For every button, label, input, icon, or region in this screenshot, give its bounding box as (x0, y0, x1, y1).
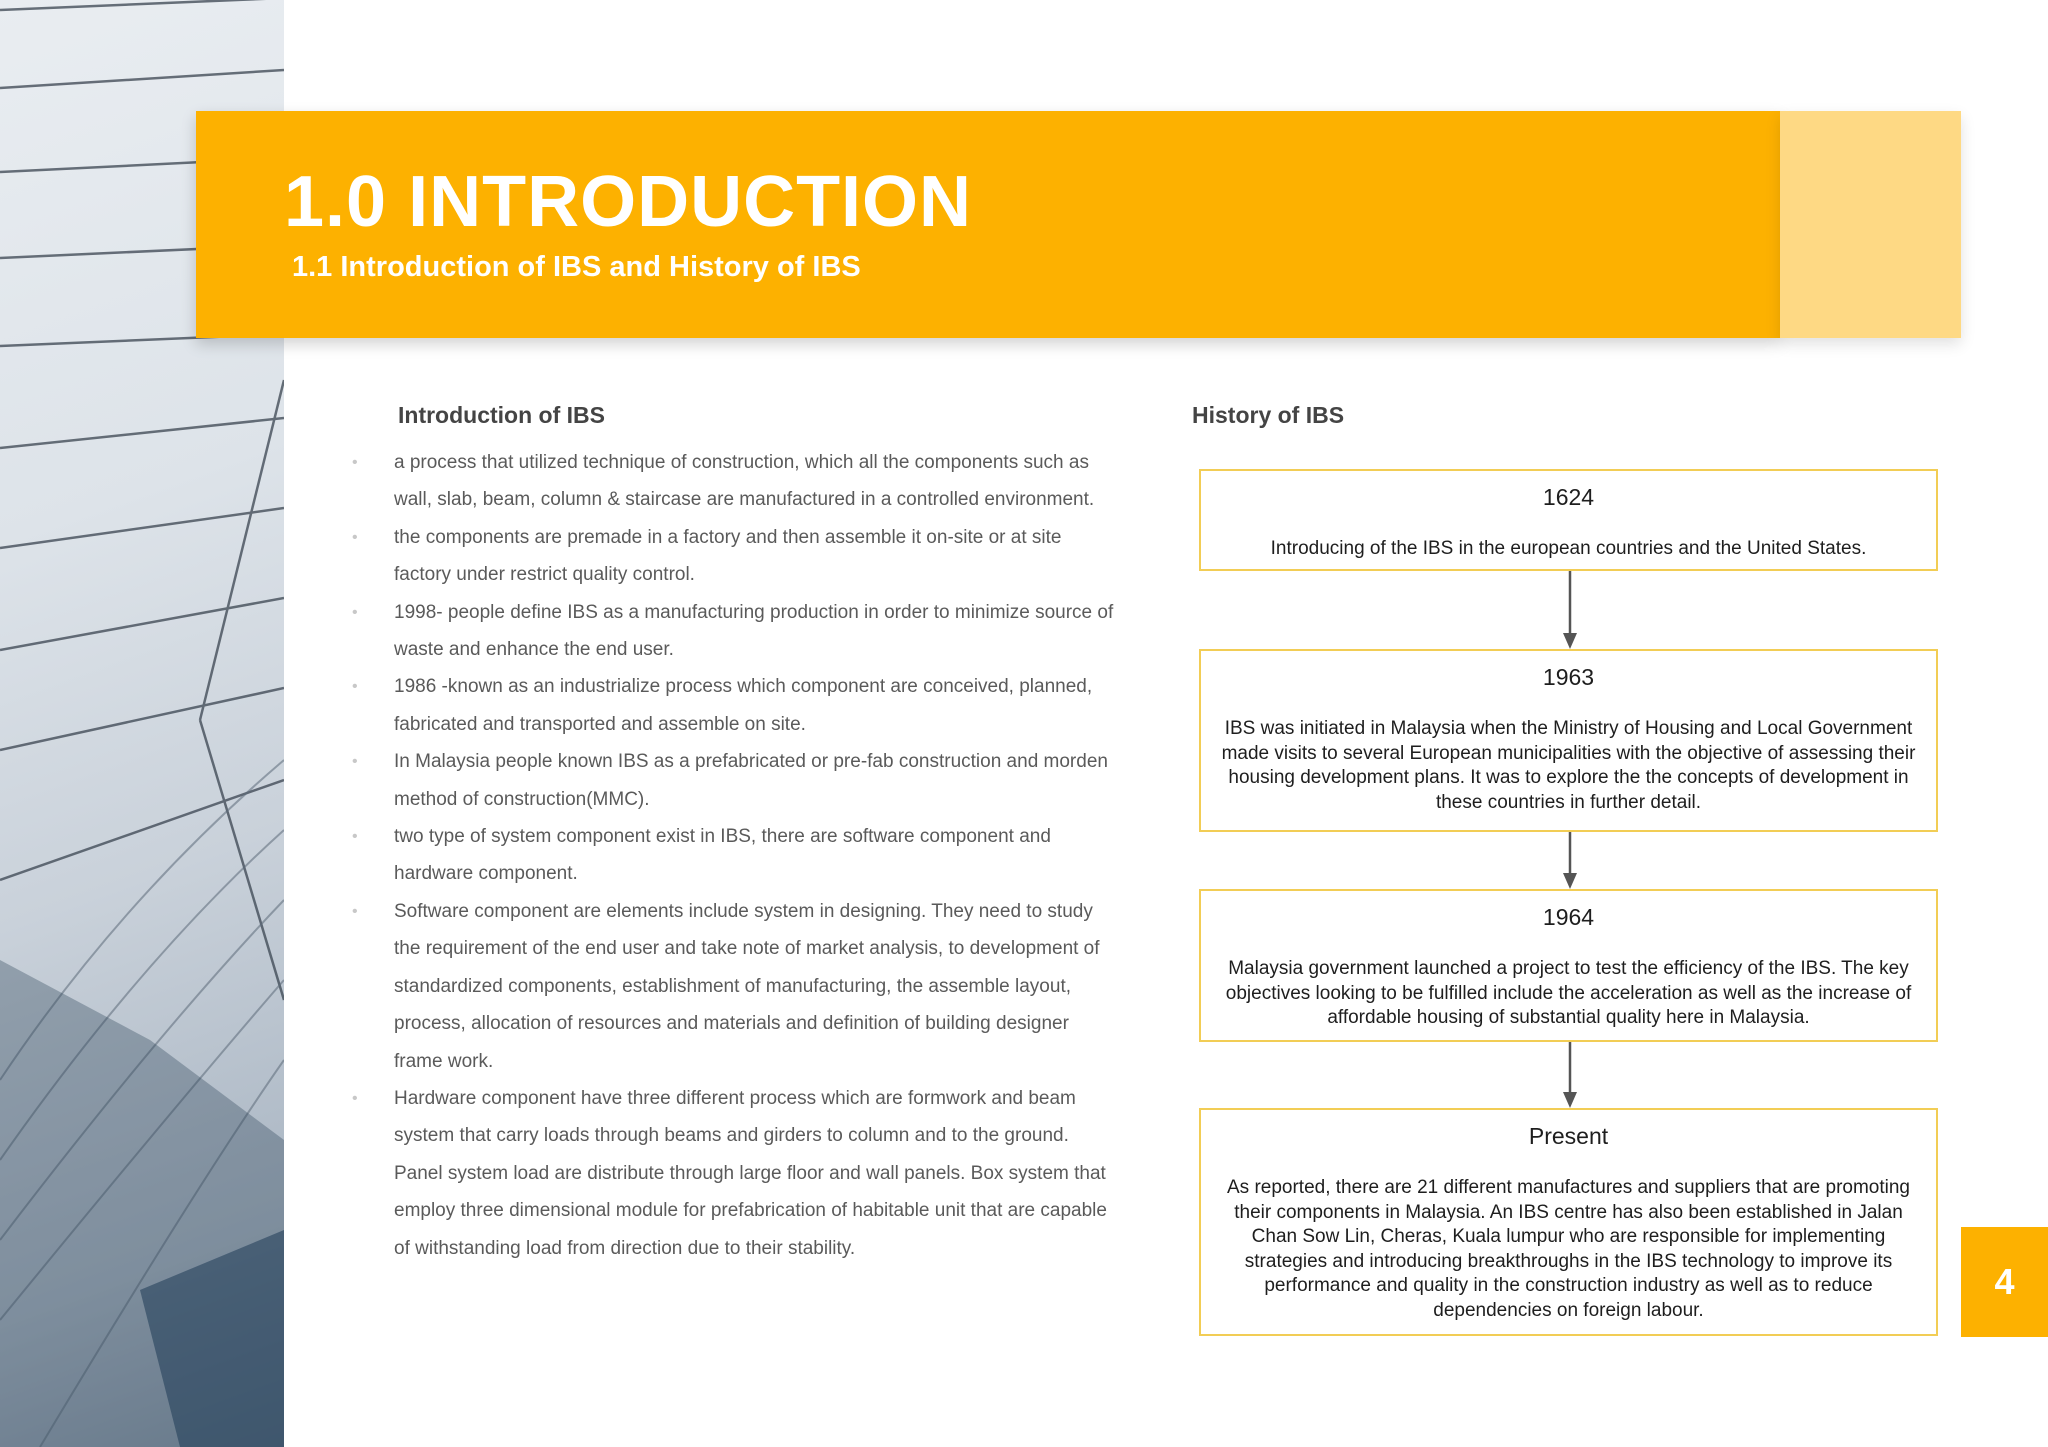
list-item: • 1986 -known as an industrialize process which component are conceived, planned, fabricated and transported and assemble on site. (352, 668, 1122, 743)
list-item: • Software component are elements include system in designing. They need to study the requirement of the end user and take note of market analysis, to development of standardized components, establishment of manufacturing, the assemble layout, process, allocation of resources and materials and definition of building designer frame work. (352, 893, 1122, 1080)
timeline-text: As reported, there are 21 different manufactures and suppliers that are promoting their components in Malaysia. An IBS centre has also been established in Jalan Chan Sow Lin, Cheras, Kuala lumpur who are responsible for implementing strategies and introducing breakthroughs in the IBS technology to improve its performance and quality in the construction industry as well as to reduce dependencies on foreign labour. (1227, 1177, 1910, 1321)
page-number: 4 (1961, 1227, 2048, 1337)
intro-bullet-list (352, 444, 1122, 1267)
timeline-year: 1963 (1542, 664, 1595, 690)
arrow-down-icon (1562, 1042, 1578, 1108)
list-item: • Hardware component have three different process which are formwork and beam system that carry loads through beams and girders to column and to the ground. Panel system load are distribute through large floor and wall panels. Box system that employ three dimensional module for prefabrication of habitable unit that are capable of withstanding load from direction due to their stability. (352, 1080, 1122, 1267)
timeline-text: Introducing of the IBS in the european countries and the United States. (1270, 538, 1867, 559)
intro-heading: Introduction of IBS (398, 402, 605, 428)
timeline-box-1624 (1199, 469, 1938, 571)
list-item: • a process that utilized technique of construction, which all the components such as wall, slab, beam, column & staircase are manufactured in a controlled environment. (352, 444, 1122, 519)
timeline-box-1963 (1199, 649, 1938, 832)
timeline-text: IBS was initiated in Malaysia when the Ministry of Housing and Local Government made visits to several European municipalities with the objective of assessing their housing development plans. It was to explore the the concepts of development in these countries in further detail. (1221, 718, 1916, 813)
timeline-text: Malaysia government launched a project to test the efficiency of the IBS. The key objectives looking to be fulfilled include the acceleration as well as the increase of affordable housing of substantial quality here in Malaysia. (1225, 958, 1912, 1028)
arrow-down-icon (1562, 571, 1578, 649)
timeline-year: 1624 (1542, 484, 1595, 510)
page-title: 1.0 INTRODUCTION (284, 162, 973, 242)
timeline-year: 1964 (1542, 904, 1595, 930)
list-item: • two type of system component exist in IBS, there are software component and hardware component. (352, 818, 1122, 893)
arrow-down-icon (1562, 832, 1578, 889)
timeline-box-present (1199, 1108, 1938, 1336)
timeline-year: Present (1528, 1123, 1609, 1149)
page-subtitle: 1.1 Introduction of IBS and History of IBS (292, 251, 861, 283)
history-heading: History of IBS (1192, 402, 1345, 428)
list-item: • 1998- people define IBS as a manufacturing production in order to minimize source of waste and enhance the end user. (352, 594, 1122, 669)
list-item: • the components are premade in a factory and then assemble it on-site or at site factory under restrict quality control. (352, 519, 1122, 594)
header-banner (196, 111, 1780, 338)
list-item: • In Malaysia people known IBS as a prefabricated or pre-fab construction and morden method of construction(MMC). (352, 743, 1122, 818)
header-accent-block (1780, 111, 1961, 338)
timeline-box-1964 (1199, 889, 1938, 1042)
